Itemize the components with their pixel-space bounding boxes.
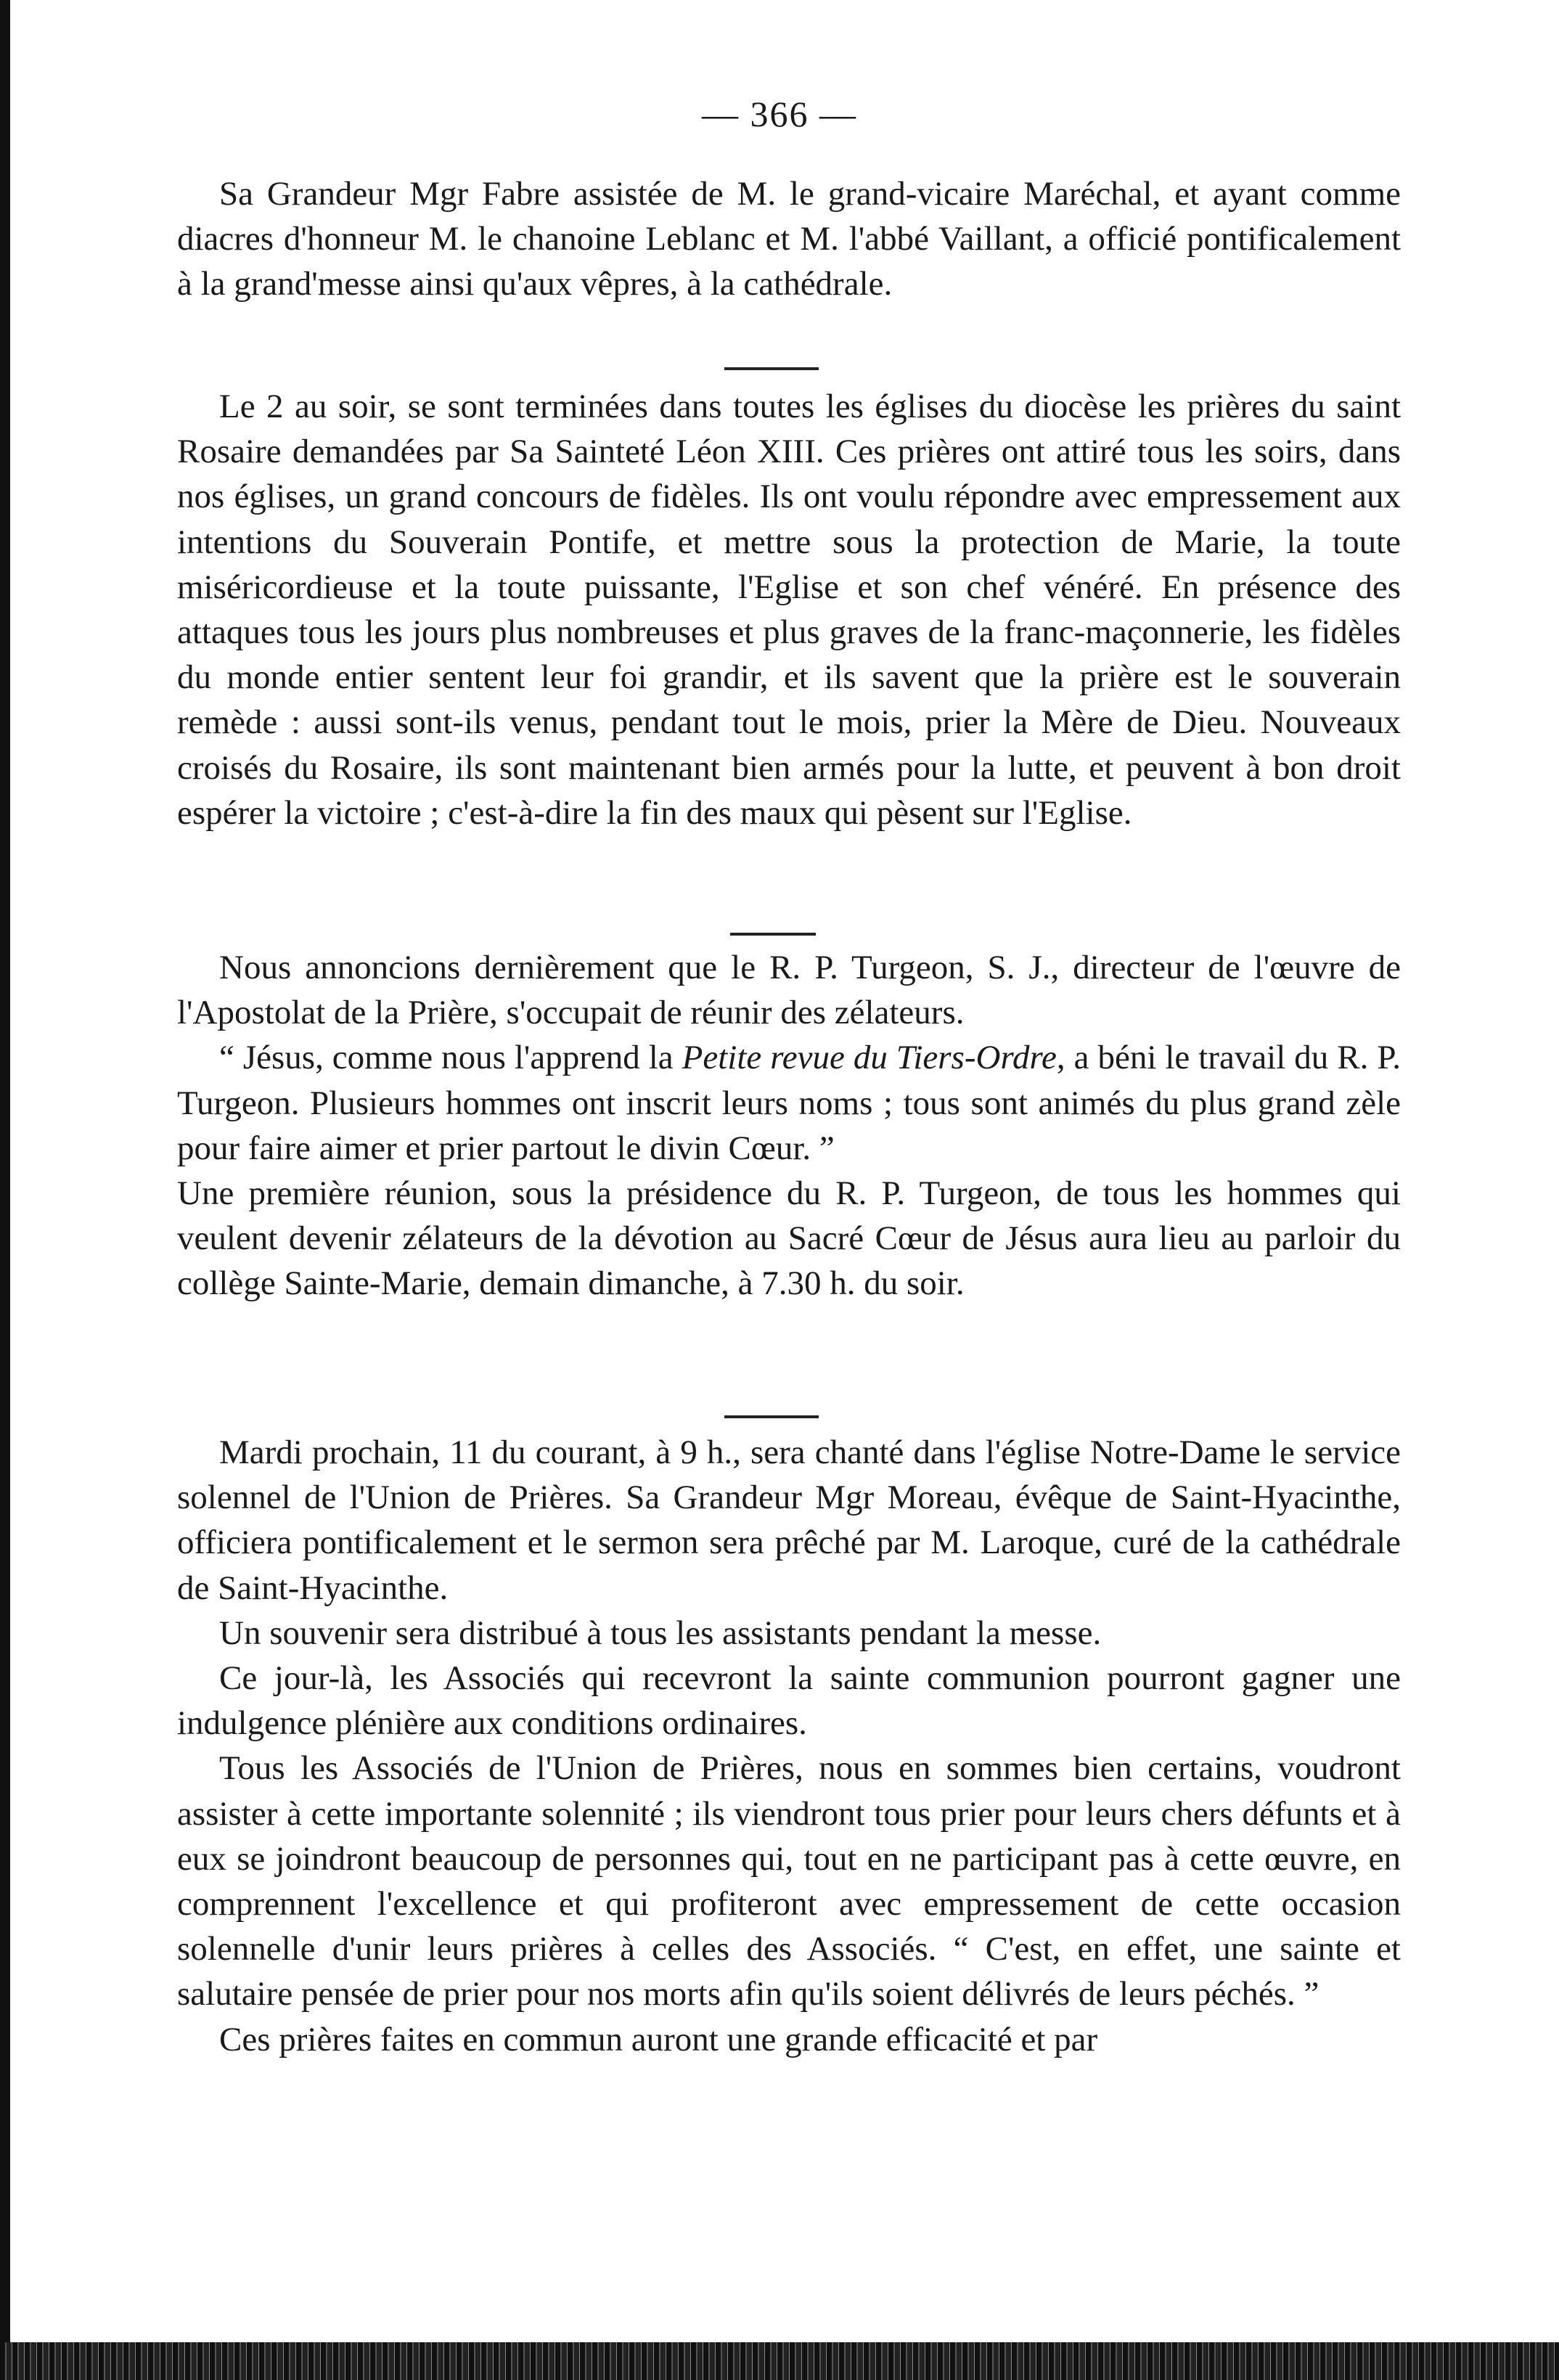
quote-text-end: , a béni le travail du R. P. Turgeon. Plusieurs hommes ont inscrit leurs noms ; tous sont animés du plus grand zèle pour faire aimer et prier partout le divin Cœur. ” [177,1039,1402,1167]
paragraph: Ce jour-là, les Associés qui recevront la sainte communion pourront gagner une indulgence plénière aux conditions ordinaires. [177,1659,1401,1743]
section-divider [724,367,819,370]
paragraph: Sa Grandeur Mgr Fabre assistée de M. le grand-vicaire Maréchal, et ayant comme diacres d'honneur M. le chanoine Leblanc et M. l'abbé Vaillant, a officié pontificalement à la grand'messe ainsi qu'aux vêpres, à la cathédrale. [177,175,1401,303]
paragraph: Une première réunion, sous la présidence du R. P. Turgeon, de tous les hommes qui veulent devenir zélateurs de la dévotion au Sacré Cœur de Jésus aura lieu au parloir du collège Sainte-Marie, demain dimanche, à 7.30 h. du soir. [177,1174,1401,1303]
page-number: — 366 — [702,94,857,134]
paragraph: Ces prières faites en commun auront une grande efficacité et par [219,2020,1098,2058]
quote-text-start: “ Jésus, comme nous l'apprend la [219,1039,682,1077]
section-divider [724,1415,819,1418]
paragraph: Nous annoncions dernièrement que le R. P. Turgeon, S. J., directeur de l'œuvre de l'Apostolat de la Prière, s'occupait de réunir des zélateurs. [177,949,1401,1032]
section-apostleship [177,945,1401,1306]
paragraph: Le 2 au soir, se sont terminées dans toutes les églises du diocèse les prières du saint Rosaire demandées par Sa Sainteté Léon XIII. Ces prières ont attiré tous les soirs, dans nos églises, un grand concours de fidèles. Ils ont voulu répondre avec empressement aux intentions du Souverain Pontife, et mettre sous la protection de Marie, la toute miséricordieuse et la toute puissante, l'Eglise et son chef vénéré. En présence des attaques tous les jours plus nombreuses et plus graves de la franc-maçonnerie, les fidèles du monde entier sentent leur foi grandir, et ils savent que la prière est le souverain remède : aussi sont-ils venus, pendant tout le mois, prier la Mère de Dieu. Nouveaux croisés du Rosaire, ils sont maintenant bien armés pour la lutte, et peuvent à bon droit espérer la victoire ; c'est-à-dire la fin des maux qui pèsent sur l'Eglise. [177,388,1401,832]
scan-left-border [0,0,10,2380]
paragraph: Tous les Associés de l'Union de Prières, nous en sommes bien certains, voudront assister à cette importante solennité ; ils viendront tous prier pour leurs chers défunts et à eux se joindront beaucoup de personnes qui, tout en ne participant pas à cette œuvre, en comprennent l'excellence et qui profiteront avec empressement de cette occasion solennelle d'unir leurs prières à celles des Associés. “ C'est, en effet, une sainte et salutaire pensée de prier pour nos morts afin qu'ils soient délivrés de leurs péchés. ” [177,1749,1401,2013]
section-rosary [177,384,1401,835]
scan-bottom-band [0,2342,1559,2380]
paragraph: Mardi prochain, 11 du courant, à 9 h., sera chanté dans l'église Notre-Dame le service solennel de l'Union de Prières. Sa Grandeur Mgr Moreau, évêque de Saint-Hyacinthe, officiera pontificalement et le sermon sera prêché par M. Laroque, curé de la cathédrale de Saint-Hyacinthe. [177,1434,1401,1607]
section-mass-cathedral [177,171,1401,307]
publication-title: Petite revue du Tiers-Ordre [682,1039,1057,1077]
section-union-of-prayers [177,1430,1401,2062]
section-divider [730,933,816,936]
paragraph: Un souvenir sera distribué à tous les assistants pendant la messe. [219,1614,1102,1652]
quote-paragraph [177,1035,1401,1171]
